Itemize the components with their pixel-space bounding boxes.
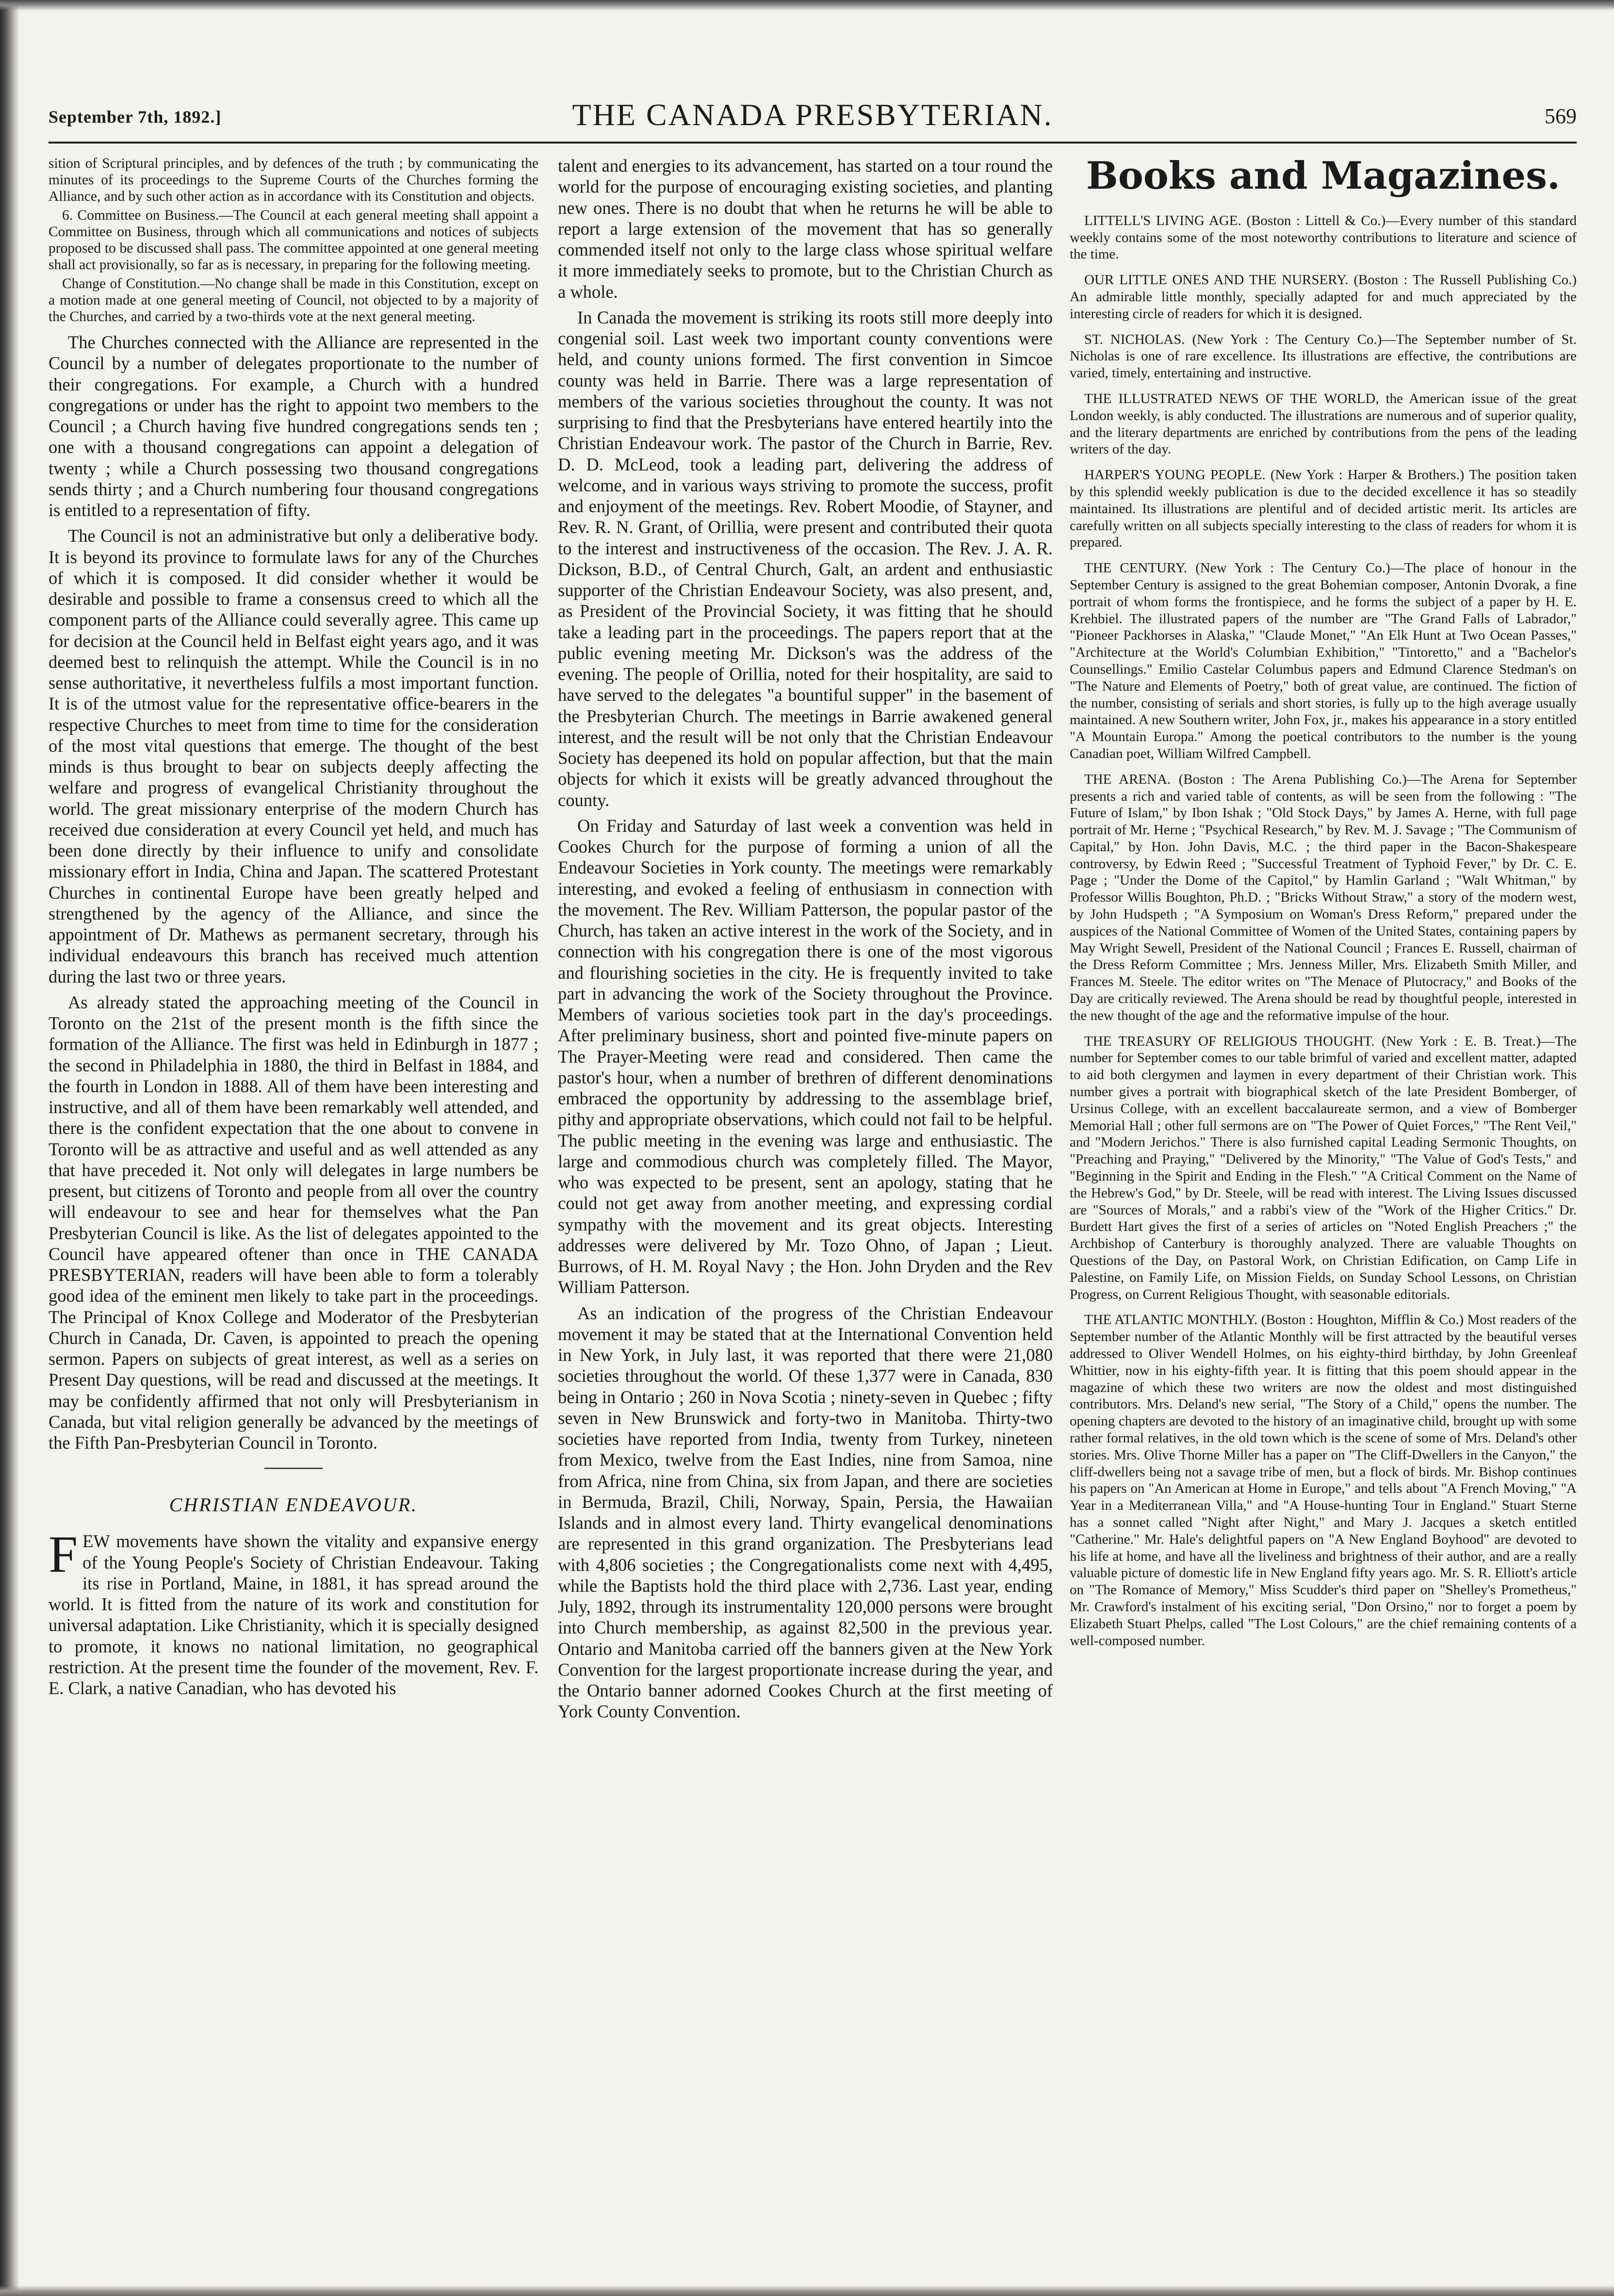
article-paragraph: talent and energies to its advancement, has started on a tour round the world for the purpose of encouraging existing societies, and planting new ones. There is no doubt that when he returns he will be able to report a large extension of the movement that has so generally commended itself not only to the large class whose spiritual welfare it more immediately seeks to promote, but to the Christian Church as a whole. [558,156,1053,302]
article-paragraph: As already stated the approaching meeting of the Council in Toronto on the 21st of the present month is the fifth since the formation of the Alliance. The first was held in Edinburgh in 1877 ; the second in Philadelphia in 1880, the third in Belfast in 1884, and the fourth in London in 1888. All of them have been interesting and instructive, and all of them have been remarkably well attended, and there is the confident expectation that the one about to convene in Toronto will be as attractive and useful and as well attended as any that have preceded it. Not only will delegates in large numbers be present, but citizens of Toronto and people from all over the country will endeavour to see and hear for themselves what the Pan Presbyterian Council is like. As the list of delegates appointed to the Council have appeared oftener than once in THE CANADA PRESBYTERIAN, readers will have been able to form a tolerably good idea of the eminent men likely to take part in the proceedings. The Principal of Knox College and Moderator of the Presbyterian Church in Canada, Dr. Caven, is appointed to preach the opening sermon. Papers on subjects of great interest, as well as a series on Present Day questions, will be read and discussed at the meetings. It may be confidently affirmed that not only will Presbyterianism in Canada, but vital religion generally be advanced by the meetings of the Fifth Pan-Presbyterian Council in Toronto. [49,992,538,1453]
review-paragraph: THE TREASURY OF RELIGIOUS THOUGHT. (New York : E. B. Treat.)—The number for September comes to our table brimful of varied and excellent matter, adapted to aid both clergymen and laymen in every department of their Christian work. This number gives a portrait with biographical sketch of the late President Bomberger, of Ursinus College, with an excellent baccalaureate sermon, and a view of Bomberger Memorial Hall ; other full sermons are on "The Power of Quiet Forces," "The Rent Veil," and "Modern Jerichos." There is also furnished capital Leading Sermonic Thoughts, on "Preaching and Praying," "Delivered by the Minority," "The Value of God's Tests," and "Beginning in the Spirit and Ending in the Flesh." "A Critical Comment on the Name of the Hebrew's God," by Dr. Steele, will be read with interest. The Living Issues discussed are "Sources of Morals," and a rabbi's view of the "Work of the Higher Critics." Dr. Burdett Hart gives the first of a series of articles on "Noted English Preachers ;" the Archbishop of Canterbury is thoroughly analyzed. There are valuable Thoughts on Questions of the Day, on Pastoral Work, on Christian Edification, on Camp Life in Palestine, on Family Life, on Mission Fields, on Sunday School Lessons, on Christian Progress, on Current Religious Thought, with seasonable editorials. [1070,1033,1577,1302]
column-3 [1070,155,1577,1658]
article-paragraph: The Council is not an administrative but only a deliberative body. It is beyond its province to formulate laws for any of the Churches of which it is composed. It did consider whether it would be desirable and possible to frame a consensus creed to which all the component parts of the Alliance could severally agree. This came up for decision at the Council held in Belfast eight years ago, and it was deemed best to relinquish the attempt. While the Council is in no sense authoritative, it nevertheless fulfils a most important function. It is of the utmost value for the representative office-bearers in the respective Churches to meet from time to time for the consideration of the most vital questions that emerge. The thought of the best minds is thus brought to bear on subjects deeply affecting the welfare and progress of evangelical Christianity throughout the world. The great missionary enterprise of the modern Church has received due consideration at every Council yet held, and much has been done directly by their influence to unify and consolidate missionary effort in India, China and Japan. The scattered Protestant Churches in continental Europe have been greatly helped and strengthened by the agency of the Alliance, and since the appointment of Dr. Mathews as permanent secretary, through his individual endeavours this branch has received much attention during the last two or three years. [49,526,538,986]
article-text: EW movements have shown the vitality and expansive energy of the Young People's Society of Christian Endeavour. Taking its rise in Portland, Maine, in 1881, it has spread around the world. It is fitted from the nature of its work and constitution for universal adaptation. Like Christianity, which it is specially designed to promote, it knows no national limitation, no geographical restriction. At the present time the founder of the movement, Rev. F. E. Clark, a native Canadian, who has devoted his [49,1531,538,1698]
constitution-paragraph: sition of Scriptural principles, and by defences of the truth ; by communicating the minutes of its proceedings to the Supreme Courts of the Churches forming the Alliance, and by such other action as in accordance with its Constitution and objects. [49,156,538,205]
drop-cap: F [49,1526,78,1584]
review-paragraph: LITTELL'S LIVING AGE. (Boston : Littell & Co.)—Every number of this standard weekly contains some of the most noteworthy contributions to literature and science of the time. [1070,212,1577,262]
page-number: 569 [1545,104,1577,128]
review-paragraph: THE ARENA. (Boston : The Arena Publishing Co.)—The Arena for September presents a rich and varied table of contents, as will be seen from the following : "The Future of Islam," by Ibon Ishak ; "Old Stock Days," by James A. Herne, with full page portrait of Mr. Herne ; "Psychical Research," by Rev. M. J. Savage ; "The Communism of Capital," by Hon. John Davis, M.C. ; the third paper in the Bacon-Shakespeare controversy, by Edwin Reed ; "Successful Treatment of Typhoid Fever," by Dr. C. E. Page ; "Under the Dome of the Capitol," by Hamlin Garland ; "Walt Whitman," by Professor Willis Boughton, Ph.D. ; "Bricks Without Straw," a story of the modern west, by John Hudspeth ; "A Symposium on Woman's Dress Reform," prepared under the auspices of the National Committee of Women of the United States, containing papers by May Wright Sewell, President of the National Council ; Frances E. Russell, chairman of the Dress Reform Committee ; Mrs. Jenness Miller, Mrs. Elizabeth Smith Miller, and Frances M. Steele. The editor writes on "The Menace of Plutocracy," and Books of the Day are critically reviewed. The Arena should be read by thoughtful people, interested in the new thought of the age and the reformative impulse of the hour. [1070,771,1577,1023]
page-header [49,97,1577,143]
section-heading: CHRISTIAN ENDEAVOUR. [169,1494,418,1516]
review-paragraph: ST. NICHOLAS. (New York : The Century Co.)—The September number of St. Nicholas is one of rare excellence. Its illustrations are effective, the contributions are varied, timely, entertaining and instructive. [1070,331,1577,381]
header-rule [49,142,1577,144]
scan-edge-top [0,0,1614,11]
constitution-paragraph: 6. Committee on Business.—The Council at each general meeting shall appoint a Committee on Business, through which all communications and notices of subjects proposed to be discussed shall pass. The committee appointed at one general meeting shall act provisionally, so far as is necessary, in preparing for the following meeting. [49,207,538,273]
books-magazines-heading: Books and Magazines. [1086,154,1561,198]
article-paragraph [49,1526,538,1698]
constitution-paragraph: Change of Constitution.—No change shall be made in this Constitution, except on a motion made at one general meeting of Council, not objected to by a majority of the Churches, and carried by a two-thirds vote at the next general meeting. [49,275,538,324]
review-paragraph: THE ILLUSTRATED NEWS OF THE WORLD, the American issue of the great London weekly, is ably conducted. The illustrations are numerous and of superior quality, and the literary departments are enriched by contributions from the pens of the leading writers of the day. [1070,390,1577,457]
issue-date: September 7th, 1892.] [49,107,222,127]
masthead-title: THE CANADA PRESBYTERIAN. [572,97,1053,132]
review-paragraph: HARPER'S YOUNG PEOPLE. (New York : Harper & Brothers.) The position taken by this splendid weekly publication is due to the decided excellence it has so steadily maintained. Its illustrations are plentiful and of decided artistic merit. Its articles are carefully written on all subjects specially interesting to the class of readers for whom it is prepared. [1070,467,1577,550]
scan-edge-left [0,0,19,2296]
article-paragraph: In Canada the movement is striking its roots still more deeply into congenial soil. Last week two important county conventions were held, and county unions formed. The first convention in Simcoe county was held in Barrie. There was a large representation of members of the various societies throughout the county. It was not surprising to find that the Presbyterians have entered heartily into the Christian Endeavour work. The pastor of the Church in Barrie, Rev. D. D. McLeod, took a leading part, delivering the address of welcome, and in various ways striving to promote the success, profit and enjoyment of the meetings. Rev. Robert Moodie, of Stayner, and Rev. R. N. Grant, of Orillia, were present and contributed their quota to the interest and instructiveness of the occasion. The Rev. J. A. R. Dickson, B.D., of Central Church, Galt, an ardent and enthusiastic supporter of the Christian Endeavour Society, was also present, and, as President of the Provincial Society, it was fitting that he should take a leading part in the proceedings. The papers report that at the public evening meeting Mr. Dickson's was the address of the evening. The people of Orillia, noted for their hospitality, are said to have served to the delegates "a bountiful supper" in the basement of the Presbyterian Church. The meetings in Barrie awakened general interest, and the result will be not only that the Christian Endeavour Society has deepened its hold on popular affection, but that the main objects for which it exists will be greatly advanced throughout the county. [558,307,1053,810]
article-paragraph: As an indication of the progress of the Christian Endeavour movement it may be stated that at the International Convention held in New York, in July last, it was reported that there were 21,080 societies throughout the world. Of these 1,377 were in Canada, 830 being in Ontario ; 260 in Nova Scotia ; ninety-seven in Quebec ; fifty seven in New Brunswick and forty-two in Manitoba. Thirty-two societies have reported from India, twenty from Turkey, nineteen from Mexico, twelve from the East Indies, nine from Samoa, nine from Africa, nine from China, six from Japan, and there are societies in Bermuda, Brazil, Chili, Norway, Spain, Persia, the Hawaiian Islands and in almost every land. Thirty evangelical denominations are represented in this grand organization. The Presbyterians lead with 4,806 societies ; the Congregationalists come next with 4,495, while the Baptists hold the third place with 2,736. Last year, ending July, 1892, through its instrumentality 120,000 persons were brought into Church membership, as against 82,500 in the previous year. Ontario and Manitoba carried off the banners given at the New York Convention for the largest proportionate increase during the year, and the Ontario banner adorned Cookes Church at the first meeting of York County Convention. [558,1303,1053,1722]
column-2 [558,155,1053,1727]
section-divider [264,1468,323,1469]
article-paragraph: On Friday and Saturday of last week a convention was held in Cookes Church for the purpose of forming a union of all the Endeavour Societies in York county. The meetings were remarkably interesting, and evoked a feeling of enthusiasm in connection with the movement. The Rev. William Patterson, the popular pastor of the Church, has taken an active interest in the work of the Society, and in connection with his congregation there is one of the most vigorous and flourishing societies in the city. He is frequently invited to take part in advancing the work of the Society throughout the Province. Members of various societies took part in the day's proceedings. After preliminary business, short and pointed five-minute papers on The Prayer-Meeting were read and considered. Then came the pastor's hour, when a number of brethren of different denominations embraced the opportunity by addressing to the assemblage brief, pithy and appropriate observations, which could not fail to be helpful. The public meeting in the evening was large and enthusiastic. The large and commodious church was completely filled. The Mayor, who was expected to be present, sent an apology, stating that he could not get away from another meeting, and expressing cordial sympathy with the movement and its great objects. Interesting addresses were delivered by Mr. Tozo Ohno, of Japan ; Lieut. Burrows, of H. M. Royal Navy ; the Hon. John Dryden and the Rev William Patterson. [558,815,1053,1297]
review-paragraph: THE ATLANTIC MONTHLY. (Boston : Houghton, Mifflin & Co.) Most readers of the September number of the Atlantic Monthly will be first attracted by the beautiful verses addressed to Oliver Wendell Holmes, on his eighty-third birthday, by John Greenleaf Whittier, now in his eighty-fifth year. It is fitting that this poem should appear in the magazine of which these two writers are now the oldest and most distinguished contributors. Mrs. Deland's new serial, "The Story of a Child," opens the number. The opening chapters are devoted to the history of an imaginative child, brought up with some rather formal relatives, in the old town which is the scene of some of Mrs. Deland's other stories. Mrs. Olive Thorne Miller has a paper on "The Cliff-Dwellers in the Canyon," the cliff-dwellers being not a savage tribe of men, but a flock of birds. Mr. Bishop continues his papers on "An American at Home in Europe," and tells about "A French Moving," "A Year in a Mediterranean Villa," and "A House-hunting Tour in England." Stuart Sterne has a sonnet called "Night after Night," and Mary J. Jacques a sketch entitled "Catherine." Mr. Hale's delightful papers on "A New England Boyhood" are devoted to his life at home, and have all the liveliness and brightness of their author, and are a really valuable picture of domestic life in New England fifty years ago. Mr. S. R. Elliott's article on "The Romance of Memory," Miss Scudder's third paper on "Shelley's Prometheus," Mr. Crawford's instalment of his exciting serial, "Don Orsino," nor to forget a poem by Elizabeth Stuart Phelps, called "The Lost Colours," are the chief remaining contents of a well-composed number. [1070,1312,1577,1649]
article-paragraph: The Churches connected with the Alliance are represented in the Council by a number of delegates proportionate to the number of their congregations. For example, a Church with a hundred congregations or under has the right to appoint two members to the Council ; a Church having five hundred congregations sends ten ; one with a thousand congregations can appoint a delegation of twenty ; while a Church possessing two thousand congregations sends thirty ; and a Church numbering four thousand congregations is entitled to a representation of fifty. [49,332,538,520]
review-paragraph: OUR LITTLE ONES AND THE NURSERY. (Boston : The Russell Publishing Co.) An admirable little monthly, specially adapted for and much appreciated by the interesting circle of readers for which it is designed. [1070,272,1577,322]
scan-edge-bottom [0,2285,1614,2296]
column-1 [49,155,538,1703]
review-paragraph: THE CENTURY. (New York : The Century Co.)—The place of honour in the September Century is assigned to the great Bohemian composer, Antonin Dvorak, a fine portrait of whom forms the frontispiece, and he forms the subject of a paper by H. E. Krehbiel. The illustrated papers of the number are "The Grand Falls of Labrador," "Pioneer Packhorses in Alaska," "Claude Monet," "An Elk Hunt at Two Ocean Passes," "Architecture at the World's Columbian Exhibition," "Tintoretto," and a "Bachelor's Counsellings." Emilio Castelar Columbus papers and Edmund Clarence Stedman's on "The Nature and Elements of Poetry," both of great value, are continued. The fiction of the number, consisting of serials and short stories, is fully up to the high average usually maintained. A new Southern writer, John Fox, jr., makes his appearance in a story entitled "A Mountain Europa." Among the poetical contributors to the number is the young Canadian poet, William Wilfred Campbell. [1070,560,1577,761]
